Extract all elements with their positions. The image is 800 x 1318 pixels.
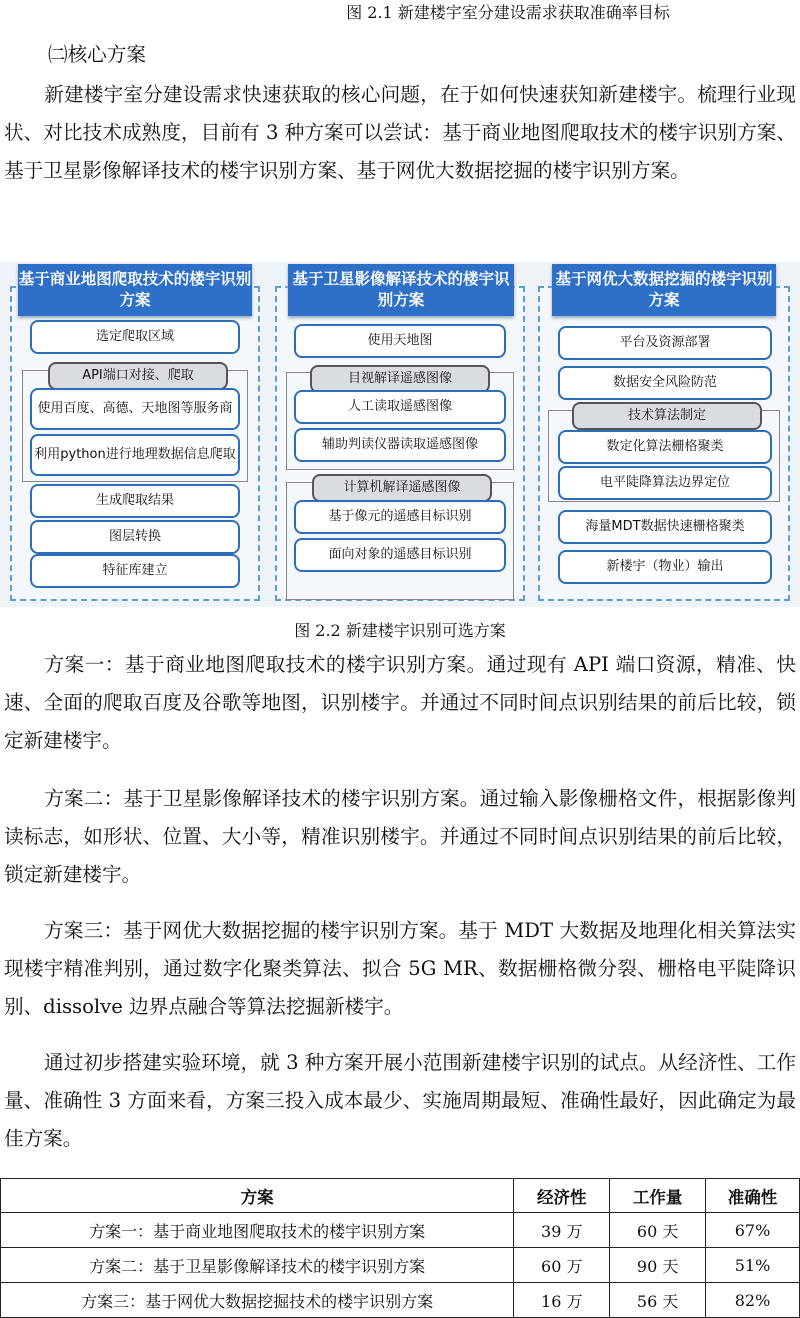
step-use-providers: 使用百度、高德、天地图等服务商 [30, 388, 240, 430]
cell-accuracy: 82% [706, 1283, 800, 1318]
cell-workload: 56 天 [610, 1283, 706, 1318]
tag-algorithm: 技术算法制定 [572, 402, 762, 430]
cell-workload: 90 天 [610, 1248, 706, 1283]
step-output: 新楼宇（物业）输出 [558, 550, 772, 584]
step-select-area: 选定爬取区域 [30, 320, 240, 354]
step-generate-result: 生成爬取结果 [30, 484, 240, 518]
paragraph-scheme-1: 方案一：基于商业地图爬取技术的楼宇识别方案。通过现有 API 端口资源，精准、快速、全面的爬取百度及谷歌等地图，识别楼宇。并通过不同时间点识别结果的前后比较，锁定新建楼宇。 [4, 653, 796, 752]
figure-2-2-caption: 图 2.2 新建楼宇识别可选方案 [294, 621, 506, 640]
cell-scheme: 方案一：基于商业地图爬取技术的楼宇识别方案 [1, 1213, 514, 1248]
comparison-table [0, 1178, 800, 1318]
step-use-tianditu: 使用天地图 [294, 324, 506, 358]
step-edge-locate: 电平陡降算法边界定位 [558, 466, 772, 500]
cell-scheme: 方案三：基于网优大数据挖掘技术的楼宇识别方案 [1, 1283, 514, 1318]
cell-scheme: 方案二：基于卫星影像解译技术的楼宇识别方案 [1, 1248, 514, 1283]
figure-2-1-caption: 图 2.1 新建楼宇室分建设需求获取准确率目标 [346, 3, 670, 22]
table-row [1, 1213, 800, 1248]
cell-accuracy: 67% [706, 1213, 800, 1248]
step-grid-cluster: 数定化算法栅格聚类 [558, 430, 772, 464]
step-layer-convert: 图层转换 [30, 520, 240, 554]
cell-economy: 60 万 [514, 1248, 610, 1283]
step-manual-read: 人工读取遥感图像 [294, 390, 506, 424]
paragraph-scheme-2: 方案二：基于卫星影像解译技术的楼宇识别方案。通过输入影像栅格文件，根据影像判读标志，如形状、位置、大小等，精准识别楼宇。并通过不同时间点识别结果的前后比较，锁定新建楼宇。 [4, 787, 796, 886]
scheme-diagram [0, 262, 800, 607]
cell-accuracy: 51% [706, 1248, 800, 1283]
step-pixel-recognition: 基于像元的遥感目标识别 [294, 500, 506, 534]
header-economy: 经济性 [514, 1179, 610, 1213]
tag-computer: 计算机解译遥感图像 [312, 474, 492, 502]
paragraph-intro: 新建楼宇室分建设需求快速获取的核心问题，在于如何快速获知新建楼宇。梳理行业现状、对比技术成熟度，目前有 3 种方案可以尝试：基于商业地图爬取技术的楼宇识别方案、基于卫星影像解译技术的楼宇识别方案、基于网优大数据挖掘的楼宇识别方案。 [4, 83, 796, 182]
paragraph-scheme-3: 方案三：基于网优大数据挖掘的楼宇识别方案。基于 MDT 大数据及地理化相关算法实现楼宇精准判别，通过数字化聚类算法、拟合 5G MR、数据栅格微分裂、栅格电平陡降识别、dissolve 边界点融合等算法挖掘新楼宇。 [4, 919, 796, 1018]
paragraph-conclusion: 通过初步搭建实验环境，就 3 种方案开展小范围新建楼宇识别的试点。从经济性、工作量、准确性 3 方面来看，方案三投入成本最少、实施周期最短、准确性最好，因此确定为最佳方案。 [4, 1051, 796, 1150]
step-mdt-cluster: 海量MDT数据快速栅格聚类 [558, 510, 772, 544]
tag-visual: 目视解译遥感图像 [310, 365, 490, 393]
step-instrument-read: 辅助判读仪器读取遥感图像 [294, 428, 506, 462]
step-feature-lib: 特征库建立 [30, 554, 240, 588]
cell-workload: 60 天 [610, 1213, 706, 1248]
section-title: ㈡核心方案 [48, 43, 146, 66]
step-python-crawl: 利用python进行地理数据信息爬取 [30, 434, 240, 476]
table-header-row [1, 1179, 800, 1213]
step-object-recognition: 面向对象的遥感目标识别 [294, 538, 506, 572]
column-3-title: 基于网优大数据挖掘的楼宇识别方案 [552, 264, 776, 316]
step-security: 数据安全风险防范 [558, 366, 772, 400]
column-1-title: 基于商业地图爬取技术的楼宇识别方案 [18, 264, 252, 316]
header-workload: 工作量 [610, 1179, 706, 1213]
cell-economy: 39 万 [514, 1213, 610, 1248]
cell-economy: 16 万 [514, 1283, 610, 1318]
column-2-title: 基于卫星影像解译技术的楼宇识别方案 [288, 264, 514, 316]
table-row [1, 1283, 800, 1318]
table-row [1, 1248, 800, 1283]
header-accuracy: 准确性 [706, 1179, 800, 1213]
header-scheme: 方案 [1, 1179, 514, 1213]
step-platform-deploy: 平台及资源部署 [558, 326, 772, 360]
tag-api: API端口对接、爬取 [48, 362, 228, 390]
